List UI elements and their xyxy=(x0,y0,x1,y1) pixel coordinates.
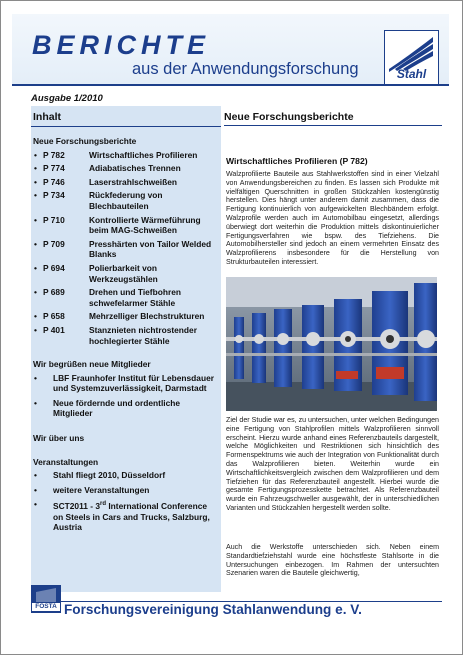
fosta-logo-icon xyxy=(32,586,60,604)
research-heading: Neue Forschungsberichte xyxy=(33,136,137,146)
report-title-item: Drehen und Tiefbohren schwefelarmer Stähle xyxy=(89,287,181,308)
contents-divider xyxy=(31,126,221,127)
event-text-sup: rd xyxy=(100,501,107,508)
events-heading: Veranstaltungen xyxy=(33,456,99,467)
report-code: P 782 xyxy=(43,149,65,160)
report-item[interactable] xyxy=(33,215,219,236)
bullet-icon: • xyxy=(34,499,37,510)
event-item[interactable] xyxy=(33,499,219,533)
article-title: Wirtschaftliches Profilieren (P 782) xyxy=(226,156,368,166)
report-title-item: Presshärten von Tailor Welded Blanks xyxy=(89,238,212,260)
organization-name: Forschungsvereinigung Stahlanwendung e. V. xyxy=(64,602,362,617)
report-title-item: Wirtschaftliches Profilieren xyxy=(89,149,198,160)
contents-sidebar xyxy=(31,106,221,592)
bullet-icon: • xyxy=(34,214,37,225)
bullet-icon: • xyxy=(34,163,37,174)
report-code: P 694 xyxy=(43,262,65,273)
rollforming-machine-photo xyxy=(226,277,437,411)
issue-number: Ausgabe 1/2010 xyxy=(31,93,103,104)
contents-heading: Inhalt xyxy=(33,111,61,123)
bullet-icon: • xyxy=(34,470,37,481)
section-heading: Neue Forschungsberichte xyxy=(224,111,354,123)
report-title-item: Mehrzelliger Blechstrukturen xyxy=(89,311,205,322)
report-item[interactable] xyxy=(33,150,219,161)
stahl-logo xyxy=(384,30,439,85)
report-header xyxy=(12,14,449,86)
report-item[interactable] xyxy=(33,190,219,211)
report-code: P 734 xyxy=(43,190,65,201)
report-title-item: Stanznieten nichtrostender hochlegierter Stähle xyxy=(89,324,197,346)
report-code: P 746 xyxy=(43,176,65,187)
article-paragraph: Walzprofilierte Bauteile aus Stahlwerkstoffen sind in einer Vielzahl von Anwendungsbereichen zu finden. Es lassen sich Produkte mit vielfältigen Querschnitten in großen Stückzahlen kostengünstig herstellen. Dies hängt unter anderem damit zusammen, dass die Fertigung kontinuierlich von aufgewickelten Blechbändern erfolgt. Walzprofile werden auch im Automobilbau eingesetzt, allerdings überwiegt dort weiterhin die Produktion mittels diskontinuierlicher Fertigungsverfahren wie bspw. des Tiefziehens. Die Automobilhersteller sind jedoch an einem vermehrten Einsatz des Walzprofilierens insbesondere für die Herstellung von Strukturbauteilen interessiert. xyxy=(226,170,439,266)
fosta-logo-text: FOSTA xyxy=(32,603,60,611)
report-item[interactable] xyxy=(33,239,219,260)
article-paragraph: Auch die Werkstoffe unterschieden sich. Neben einem Standardtiefziehstahl wurde eine höchstfeste Stahlsorte in die Untersuchungen einbezogen. Im Rahmen der untersuchten Szenarien waren die Bauteile gleichwertig, xyxy=(226,543,439,578)
report-item[interactable] xyxy=(33,287,219,308)
bullet-icon: • xyxy=(34,149,37,160)
members-heading: Wir begrüßen neue Mitglieder xyxy=(33,359,151,370)
bullet-icon: • xyxy=(34,190,37,201)
about-heading[interactable]: Wir über uns xyxy=(33,433,85,444)
bullet-icon: • xyxy=(34,324,37,335)
section-divider xyxy=(224,125,442,126)
report-item[interactable] xyxy=(33,163,219,174)
article-paragraph: Ziel der Studie war es, zu untersuchen, unter welchen Bedingungen eine Fertigung von Stahlprofilen mittels Walzprofilieren sinnvoll erscheint. Hierzu wurde anhand eines Referenzbauteils dargestellt, welche Möglichkeiten und Restriktionen sich hinsichtlich des Formenspektrums wie auch der Integration von Funktionalität durch das Walzprofilieren bieten. Weiterhin wurde ein Wirtschaftlichkeitsvergleich zwischen dem Walzprofilieren und dem Tiefziehen für das Referenzbauteil angestellt. Hierbei wurde die gesamte Fertigungsprozesskette betrachtet. Als Referenzbauteil wurde ein Fahrzeugschweller ausgewählt, der in unterschiedlichen Varianten und Stückzahlen hergestellt werden sollte. xyxy=(226,416,439,512)
bullet-icon: • xyxy=(34,397,37,408)
report-item[interactable] xyxy=(33,325,219,346)
event-text-post: International Conference on Steels in Cars and Trucks, Salzburg, Austria xyxy=(53,501,210,533)
report-title: BERICHTE xyxy=(32,30,211,60)
report-item[interactable] xyxy=(33,177,219,188)
event-text: Stahl fliegt 2010, Düsseldorf xyxy=(53,470,166,481)
report-title-item: Adiabatisches Trennen xyxy=(89,163,181,174)
event-text-pre: SCT2011 - 3 xyxy=(53,501,101,512)
stahl-logo-text: Stahl xyxy=(396,67,427,81)
member-item[interactable] xyxy=(33,398,219,419)
report-code: P 774 xyxy=(43,163,65,174)
bullet-icon: • xyxy=(34,311,37,322)
event-item[interactable] xyxy=(33,485,219,496)
report-code: P 710 xyxy=(43,214,65,225)
report-title-item: Polierbarkeit von Werkzeugstählen xyxy=(89,262,158,284)
report-title-item: Laserstrahlschweißen xyxy=(89,176,177,187)
bullet-icon: • xyxy=(34,262,37,273)
bullet-icon: • xyxy=(34,176,37,187)
report-code: P 709 xyxy=(43,238,65,249)
report-code: P 401 xyxy=(43,324,65,335)
fosta-logo xyxy=(31,585,61,613)
bullet-icon: • xyxy=(34,238,37,249)
member-text: LBF Fraunhofer Institut für Lebensdauer und Systemzuverlässigkeit, Darmstadt xyxy=(53,372,214,394)
report-item[interactable] xyxy=(33,311,219,322)
event-item[interactable] xyxy=(33,470,219,481)
event-text: weitere Veranstaltungen xyxy=(53,484,150,495)
bullet-icon: • xyxy=(34,484,37,495)
report-title-item: Kontrollierte Wärmeführung beim MAG-Schweißen xyxy=(89,214,201,236)
report-title-item: Rückfederung von Blechbauteilen xyxy=(89,190,163,211)
report-code: P 658 xyxy=(43,311,65,322)
bullet-icon: • xyxy=(34,372,37,383)
report-item[interactable] xyxy=(33,263,219,284)
member-text: Neue fördernde und ordentliche Mitglieder xyxy=(53,397,181,419)
report-code: P 689 xyxy=(43,287,65,298)
bullet-icon: • xyxy=(34,287,37,298)
member-item[interactable] xyxy=(33,373,219,394)
report-subtitle: aus der Anwendungsforschung xyxy=(132,60,359,78)
